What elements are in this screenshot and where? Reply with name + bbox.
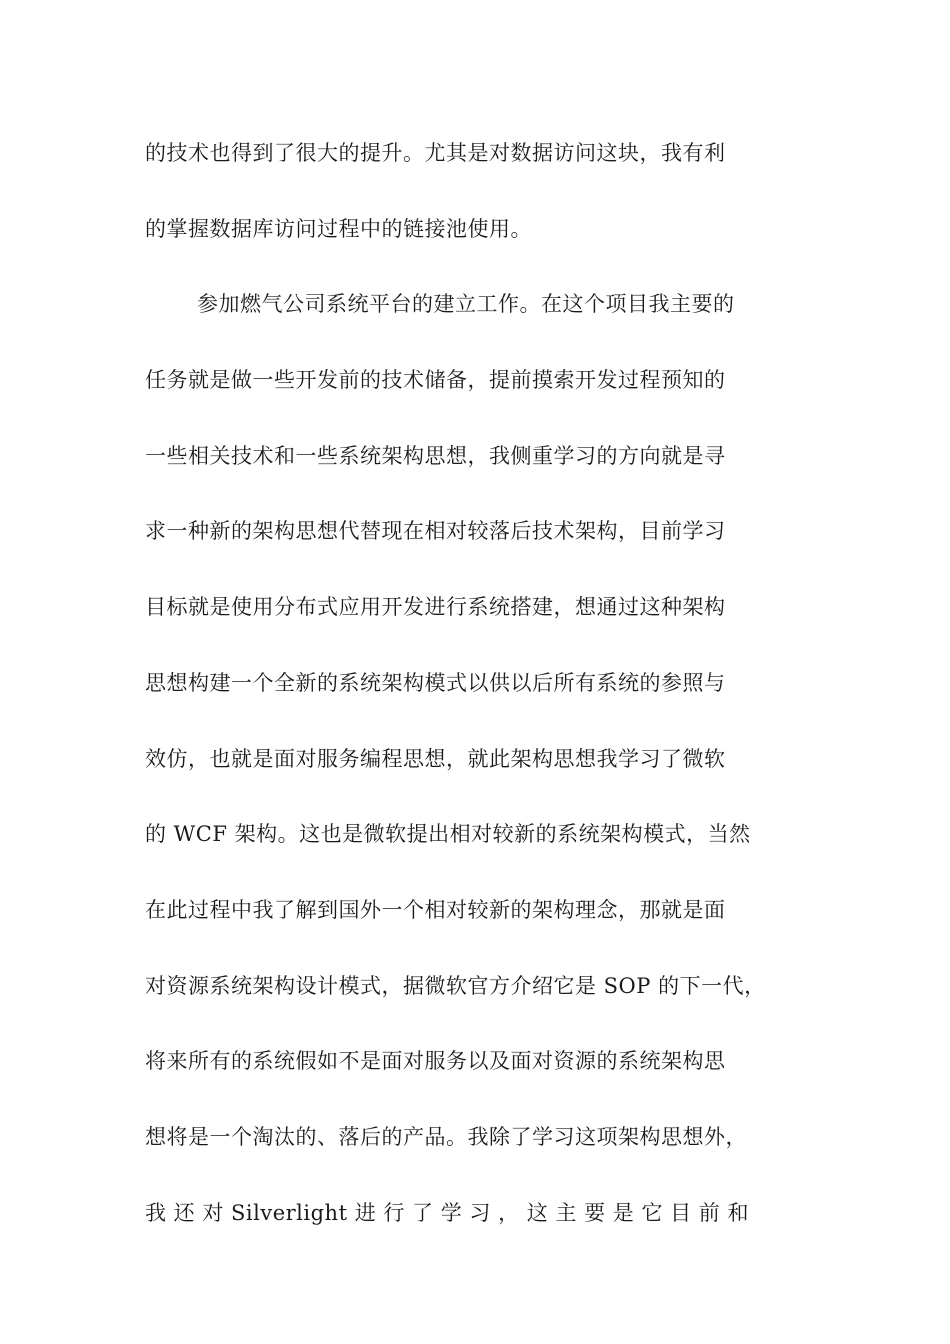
text-line: 思想构建一个全新的系统架构模式以供以后所有系统的参照与: [145, 670, 726, 695]
text-line: 效仿，也就是面对服务编程思想，就此架构思想我学习了微软: [145, 746, 726, 771]
text-line: 求一种新的架构思想代替现在相对较落后技术架构，目前学习: [145, 519, 726, 544]
text-line: 对资源系统架构设计模式，据微软官方介绍它是 SOP 的下一代，: [145, 973, 766, 998]
text-line: 在此过程中我了解到国外一个相对较新的架构理念，那就是面: [145, 897, 726, 922]
text-line: 一些相关技术和一些系统架构思想，我侧重学习的方向就是寻: [145, 443, 726, 468]
text-line: 任务就是做一些开发前的技术储备，提前摸索开发过程预知的: [145, 368, 726, 393]
text-line: 我 还 对 Silverlight 进 行 了 学 习 ， 这 主 要 是 它 目 前 和: [145, 1200, 749, 1225]
text-line: 的掌握数据库访问过程中的链接池使用。: [145, 216, 532, 241]
text-line: 将来所有的系统假如不是面对服务以及面对资源的系统架构思: [145, 1049, 726, 1074]
text-line: 想将是一个淘汰的、落后的产品。我除了学习这项架构思想外，: [145, 1124, 747, 1149]
text-line: 目标就是使用分布式应用开发进行系统搭建，想通过这种架构: [145, 595, 726, 620]
document-body: [145, 130, 810, 1265]
text-line: 的技术也得到了很大的提升。尤其是对数据访问这块，我有利: [145, 141, 726, 165]
text-line: 的 WCF 架构。这也是微软提出相对较新的系统架构模式，当然: [145, 822, 751, 847]
paragraph-first-line: 参加燃气公司系统平台的建立工作。在这个项目我主要的: [197, 292, 735, 317]
